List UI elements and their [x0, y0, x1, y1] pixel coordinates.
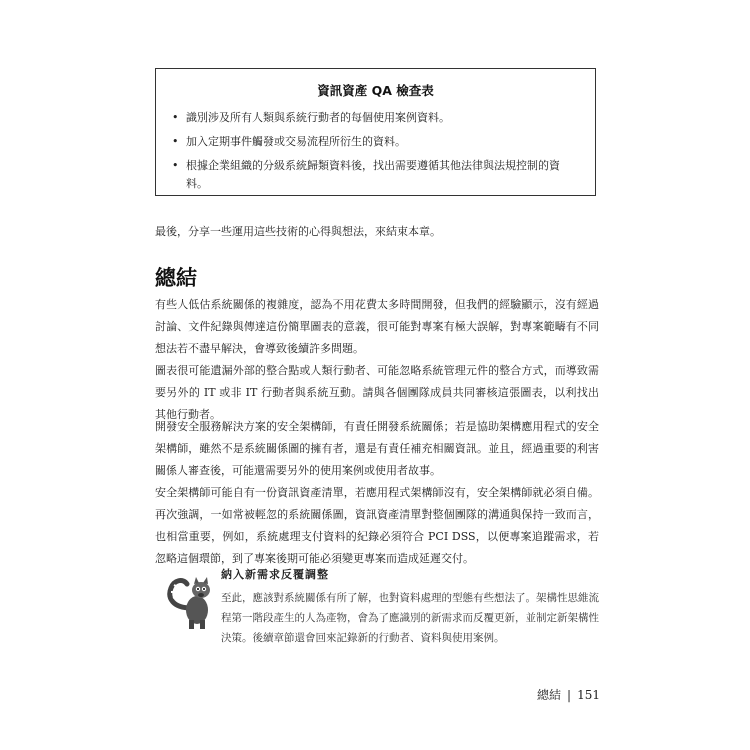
note-body: 至此，應該對系統關係有所了解，也對資料處理的型態有些想法了。架構性思維流程第一階段產生的人為產物，會為了應識別的新需求而反覆更新，並制定新架構性決策。後續章節還會回來記錄新的行動者、資料與使用案例。	[221, 592, 599, 644]
qa-checklist-item: • 加入定期事件觸發或交易流程所衍生的資料。	[172, 133, 579, 151]
section-title: 總結	[155, 266, 197, 290]
lemur-icon	[165, 568, 213, 630]
page-footer	[537, 686, 600, 703]
intro-paragraph: 最後，分享一些運用這些技術的心得與想法，來結束本章。	[155, 225, 441, 238]
note-title: 納入新需求反覆調整	[221, 568, 329, 581]
qa-checklist-box	[155, 68, 596, 196]
qa-checklist-title: 資訊資產 QA 檢查表	[317, 83, 434, 98]
note-box	[165, 566, 605, 661]
footer-separator: |	[567, 688, 572, 702]
body-paragraph-4: 安全架構師可能自有一份資訊資產清單，若應用程式架構師沒有，安全架構師就必須自備。再次強調，一如常被輕忽的系統關係圖，資訊資產清單對整個團隊的溝通與保持一致而言，也相當重要，例如，系統處理支付資料的紀錄必須符合 PCI DSS，以便專案追蹤需求，若忽略這個環節，到了專案後期可能必須變更專案而造成延遲交付。	[155, 486, 599, 565]
qa-checklist-item: • 識別涉及所有人類與系統行動者的每個使用案例資料。	[172, 109, 579, 127]
body-paragraph-3: 開發安全服務解決方案的安全架構師，有責任開發系統關係；若是協助架構應用程式的安全架構師，雖然不是系統關係圖的擁有者，還是有責任補充相關資訊。並且，經過重要的利害關係人審查後，可能還需要另外的使用案例或使用者故事。	[155, 420, 599, 477]
footer-chapter: 總結	[537, 688, 562, 702]
qa-checklist-item: • 根據企業組織的分級系統歸類資料後，找出需要遵循其他法律與法規控制的資料。	[172, 157, 579, 193]
body-paragraph-2: 圖表很可能遺漏外部的整合點或人類行動者、可能忽略系統管理元件的整合方式，而導致需要另外的 IT 或非 IT 行動者與系統互動。請與各個團隊成員共同審核這張圖表，以利找出其他行動者。	[155, 364, 599, 421]
body-paragraph-1: 有些人低估系統關係的複雜度，認為不用花費太多時間開發，但我們的經驗顯示，沒有經過討論、文件紀錄與傳達這份簡單圖表的意義，很可能對專案有極大誤解，對專案範疇有不同想法若不盡早解決，會導致後續許多問題。	[155, 298, 599, 355]
qa-checklist	[172, 109, 579, 193]
page-number: 151	[577, 688, 600, 702]
